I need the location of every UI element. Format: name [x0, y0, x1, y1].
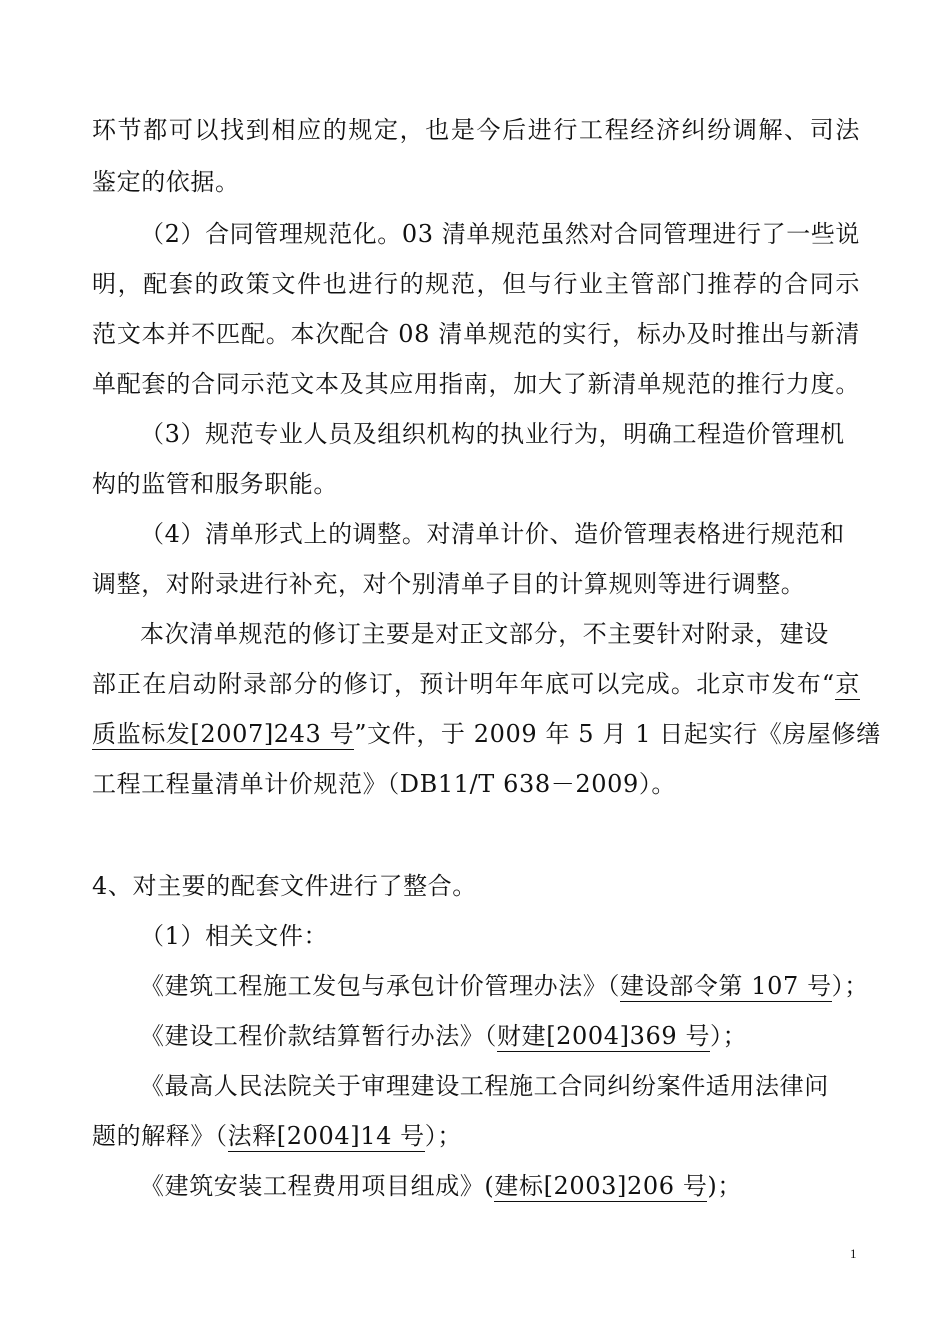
paragraph-line: 单配套的合同示范文本及其应用指南，加大了新清单规范的推行力度。 — [92, 370, 860, 398]
paragraph-line: 鉴定的依据。 — [92, 168, 240, 196]
document-reference-link[interactable]: 法释[2004]14 号 — [227, 1122, 425, 1150]
paragraph-line: 调整，对附录进行补充，对个别清单子目的计算规则等进行调整。 — [92, 570, 806, 598]
paragraph-line: （3）规范专业人员及组织机构的执业行为，明确工程造价管理机 — [140, 420, 845, 448]
paragraph-line: （4）清单形式上的调整。对清单计价、造价管理表格进行规范和 — [140, 520, 845, 548]
paragraph-line — [92, 718, 881, 752]
paragraph-line: 环节都可以找到相应的规定，也是今后进行工程经济纠纷调解、司法 — [92, 116, 860, 144]
text-run: ）； — [710, 1022, 748, 1050]
text-run: ”文件，于 2009 年 5 月 1 日起实行《房屋修缮 — [354, 720, 881, 748]
text-run: 《建设工程价款结算暂行办法》（ — [140, 1022, 497, 1050]
paragraph-line — [140, 970, 869, 1004]
paragraph-line: 工程工程量清单计价规范》（DB11/T 638－2009）。 — [92, 770, 677, 798]
paragraph-line — [140, 1020, 747, 1054]
document-reference-link[interactable]: 质监标发[2007]243 号 — [92, 720, 355, 748]
paragraph-line — [140, 1170, 742, 1204]
paragraph-line: 《最高人民法院关于审理建设工程施工合同纠纷案件适用法律问 — [140, 1072, 829, 1100]
document-reference-link[interactable]: 建标[2003]206 号 — [494, 1172, 708, 1200]
text-run: 部正在启动附录部分的修订，预计明年年底可以完成。北京市发布“ — [92, 670, 835, 698]
paragraph-line — [92, 668, 860, 702]
paragraph-line: （2）合同管理规范化。03 清单规范虽然对合同管理进行了一些说 — [140, 220, 861, 248]
page-number: 1 — [850, 1246, 857, 1261]
paragraph-line — [92, 1120, 462, 1154]
section-heading: 4、对主要的配套文件进行了整合。 — [92, 872, 477, 900]
paragraph-line: 范文本并不匹配。本次配合 08 清单规范的实行，标办及时推出与新清 — [92, 320, 860, 348]
paragraph-line: 明，配套的政策文件也进行的规范，但与行业主管部门推荐的合同示 — [92, 270, 860, 298]
document-reference-link[interactable]: 财建[2004]369 号 — [497, 1022, 711, 1050]
document-reference-link[interactable]: 建设部令第 107 号 — [620, 972, 832, 1000]
paragraph-line: （1）相关文件： — [140, 922, 329, 950]
text-run: ）； — [831, 972, 869, 1000]
text-run: 题的解释》（ — [92, 1122, 228, 1150]
text-run: ）； — [424, 1122, 462, 1150]
paragraph-line: 构的监管和服务职能。 — [92, 470, 338, 498]
text-run: )； — [707, 1172, 742, 1200]
text-run: 《建筑安装工程费用项目组成》( — [140, 1172, 495, 1200]
document-reference-link[interactable]: 京 — [834, 670, 860, 698]
text-run: 《建筑工程施工发包与承包计价管理办法》（ — [140, 972, 620, 1000]
paragraph-line: 本次清单规范的修订主要是对正文部分，不主要针对附录，建设 — [140, 620, 829, 648]
